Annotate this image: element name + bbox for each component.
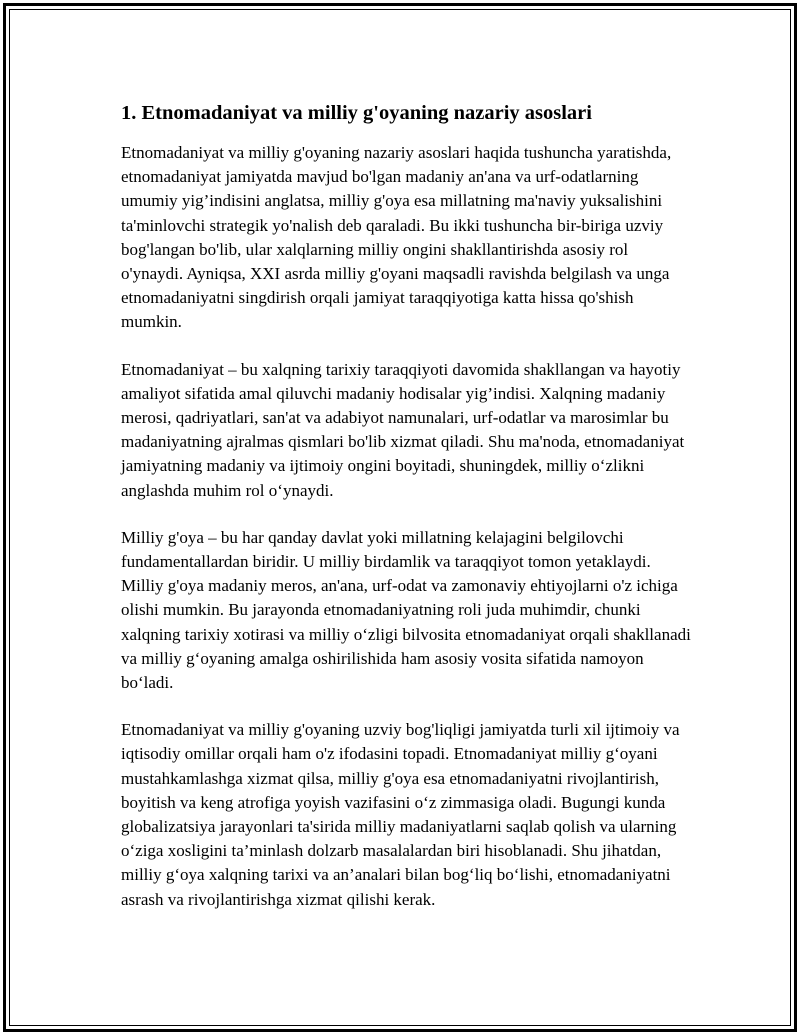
document-body [121,98,693,935]
page-title: 1. Etnomadaniyat va milliy g'oyaning nazariy asoslari [121,102,592,124]
paragraph-1: Etnomadaniyat va milliy g'oyaning nazariy asoslari haqida tushuncha yaratishda, etnomadaniyat jamiyatda mavjud bo'lgan madaniy an'ana va urf-odatlarning umumiy yig’indisini anglatsa, milliy g'oya esa millatning ma'naviy yuksalishini ta'minlovchi strategik yo'nalish deb qaraladi. Bu ikki tushuncha bir-biriga uzviy bog'langan bo'lib, ular xalqlarning milliy ongini shakllantirishda asosiy rol o'ynaydi. Ayniqsa, XXI asrda milliy g'oyani maqsadli ravishda belgilash va unga etnomadaniyatni singdirish orqali jamiyat taraqqiyotiga katta hissa qo'shish mumkin. [121,143,672,332]
paragraph-2: Etnomadaniyat – bu xalqning tarixiy taraqqiyoti davomida shakllangan va hayotiy amaliyot sifatida amal qiluvchi madaniy hodisalar yig’indisi. Xalqning madaniy merosi, qadriyatlari, san'at va adabiyot namunalari, urf-odatlar va marosimlar bu madaniyatning ajralmas qismlari bo'lib xizmat qiladi. Shu ma'noda, etnomadaniyat jamiyatning madaniy va ijtimoiy ongini boyitadi, shuningdek, milliy o‘zlikni anglashda muhim rol o‘ynaydi. [121,359,685,500]
paragraph-4: Etnomadaniyat va milliy g'oyaning uzviy bog'liqligi jamiyatda turli xil ijtimoiy va iqtisodiy omillar orqali ham o'z ifodasini topadi. Etnomadaniyat milliy g‘oyani mustahkamlashga xizmat qilsa, milliy g'oya esa etnomadaniyatni rivojlantirish, boyitish va keng atrofiga yoyish vazifasini o‘z zimmasiga oladi. Bugungi kunda globalizatsiya jarayonlari ta'sirida milliy madaniyatlarni saqlab qolish va ularning o‘ziga xosligini ta’minlash dolzarb masalalardan biri hisoblanadi. Shu jihatdan, milliy g‘oya xalqning tarixi va an’analari bilan bog‘liq bo‘lishi, etnomadaniyatni asrash va rivojlantirishga xizmat qilishi kerak. [121,720,680,909]
page-frame [3,3,797,1032]
paragraph-3: Milliy g'oya – bu har qanday davlat yoki millatning kelajagini belgilovchi fundamentallardan biridir. U milliy birdamlik va taraqqiyot tomon yetaklaydi. Milliy g'oya madaniy meros, an'ana, urf-odat va zamonaviy ehtiyojlarni o'z ichiga olishi mumkin. Bu jarayonda etnomadaniyatning roli juda muhimdir, chunki xalqning tarixiy xotirasi va milliy o‘zligi bilvosita etnomadaniyat orqali shakllanadi va milliy g‘oyaning amalga oshirilishida ham asosiy vosita sifatida namoyon bo‘ladi. [121,527,691,693]
